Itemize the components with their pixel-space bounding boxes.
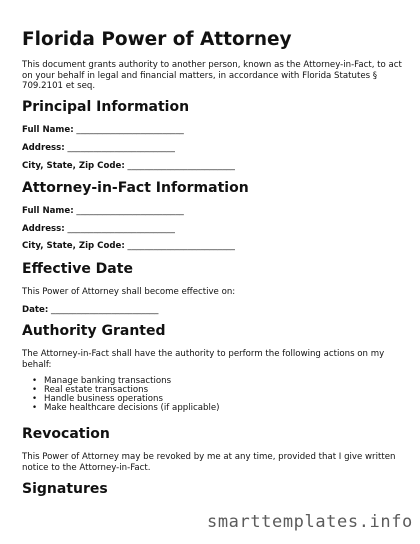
fill-in-blank: _________________________ (67, 143, 175, 153)
effective-date-field (22, 305, 158, 315)
field-label: Full Name: (22, 206, 74, 216)
document-title: Florida Power of Attorney (22, 29, 292, 50)
fill-in-blank: _________________________ (127, 241, 235, 251)
field-label: Full Name: (22, 125, 74, 135)
fill-in-blank: _________________________ (67, 224, 175, 234)
bullet-icon: • (32, 385, 38, 395)
principal-full-name-field (22, 125, 184, 135)
attorney-full-name-field (22, 206, 184, 216)
field-label: City, State, Zip Code: (22, 241, 125, 251)
list-item-text: Manage banking transactions (44, 376, 172, 386)
principal-city-state-zip-field (22, 161, 235, 171)
fill-in-blank: _________________________ (51, 305, 159, 315)
fill-in-blank: _________________________ (76, 125, 184, 135)
field-label: City, State, Zip Code: (22, 161, 125, 171)
attorney-address-field (22, 224, 175, 234)
list-item (30, 404, 219, 413)
fill-in-blank: _________________________ (127, 161, 235, 171)
bullet-icon: • (32, 403, 38, 413)
revocation-heading: Revocation (22, 426, 110, 442)
authority-list (30, 377, 219, 413)
authority-heading: Authority Granted (22, 323, 166, 339)
signatures-heading: Signatures (22, 481, 108, 497)
principal-address-field (22, 143, 175, 153)
effective-date-text: This Power of Attorney shall become effective on: (22, 287, 236, 297)
fill-in-blank: _________________________ (76, 206, 184, 216)
list-item-text: Handle business operations (44, 394, 163, 404)
attorney-city-state-zip-field (22, 241, 235, 251)
principal-heading: Principal Information (22, 99, 190, 115)
bullet-icon: • (32, 394, 38, 404)
watermark: smarttemplates.info (207, 512, 413, 532)
authority-text: The Attorney-in-Fact shall have the authority to perform the following actions on my behalf: (22, 349, 385, 370)
attorney-heading: Attorney-in-Fact Information (22, 180, 249, 196)
intro-paragraph: This document grants authority to another person, known as the Attorney-in-Fact, to act on your behalf in legal and financial matters, in accordance with Florida Statutes § 709.2101 et seq. (22, 60, 402, 91)
field-label: Address: (22, 224, 65, 234)
field-label: Address: (22, 143, 65, 153)
revocation-text: This Power of Attorney may be revoked by me at any time, provided that I give written notice to the Attorney-in-Fact. (22, 452, 396, 473)
effective-date-heading: Effective Date (22, 261, 133, 277)
field-label: Date: (22, 305, 49, 315)
list-item-text: Real estate transactions (44, 385, 149, 395)
list-item-text: Make healthcare decisions (if applicable) (44, 403, 220, 413)
bullet-icon: • (32, 376, 38, 386)
